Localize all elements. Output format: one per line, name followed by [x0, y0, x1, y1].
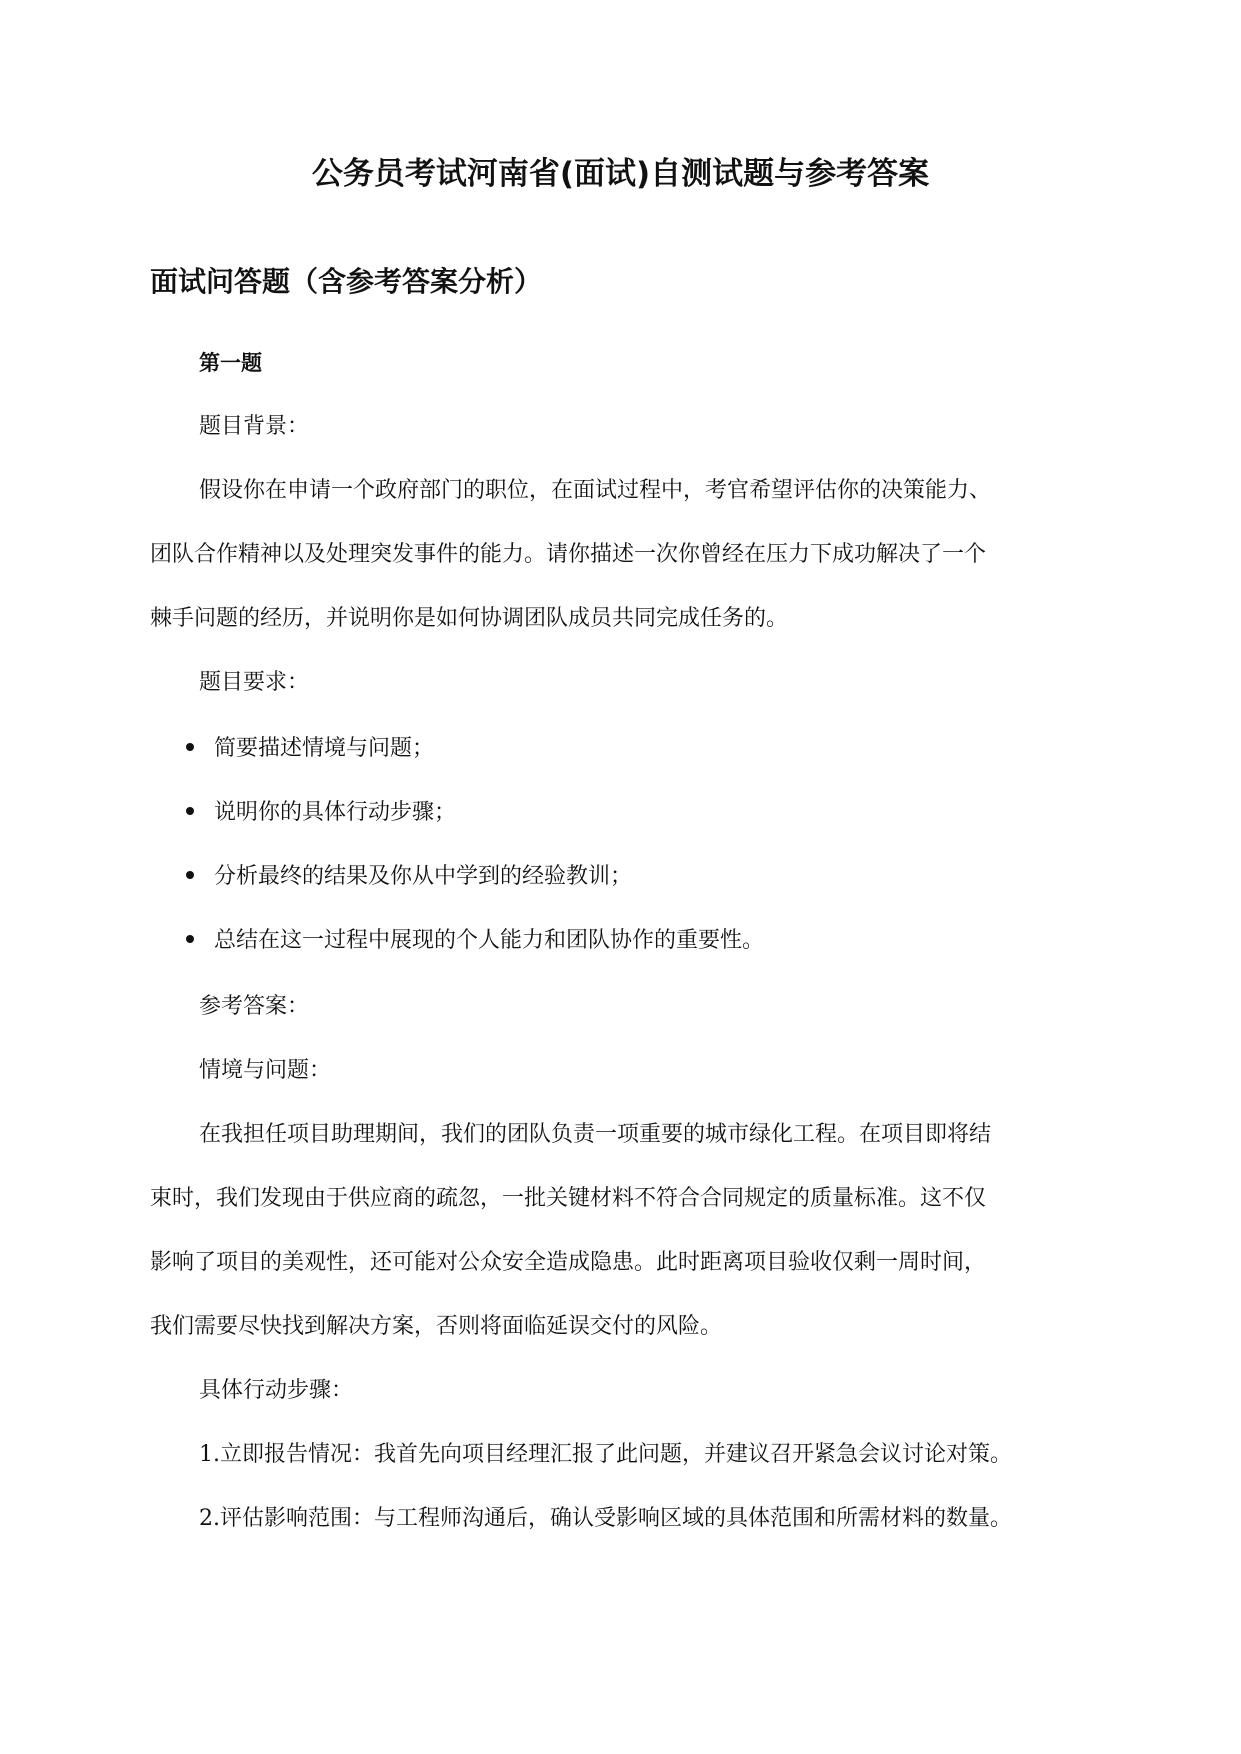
situation-line: 在我担任项目助理期间，我们的团队负责一项重要的城市绿化工程。在项目即将结 [199, 1122, 992, 1147]
step-item: 1.立即报告情况：我首先向项目经理汇报了此问题，并建议召开紧急会议讨论对策。 [199, 1442, 1012, 1467]
bullet-icon [186, 935, 194, 943]
requirement-item [186, 798, 456, 828]
situation-label: 情境与问题： [199, 1058, 332, 1083]
background-line: 假设你在申请一个政府部门的职位，在面试过程中，考官希望评估你的决策能力、 [199, 478, 992, 503]
step-item: 2.评估影响范围：与工程师沟通后，确认受影响区域的具体范围和所需材料的数量。 [199, 1506, 1012, 1531]
requirements-label: 题目要求： [199, 670, 310, 695]
requirement-text: 说明你的具体行动步骤； [214, 800, 457, 825]
requirement-item [186, 862, 632, 892]
situation-line: 影响了项目的美观性，还可能对公众安全造成隐患。此时距离项目验收仅剩一周时间， [150, 1250, 987, 1275]
requirement-text: 简要描述情境与问题； [214, 736, 435, 761]
background-line: 棘手问题的经历，并说明你是如何协调团队成员共同完成任务的。 [150, 606, 789, 631]
bullet-icon [186, 807, 194, 815]
steps-label: 具体行动步骤： [199, 1378, 354, 1403]
section-heading: 面试问答题（含参考答案分析） [150, 265, 543, 298]
background-label: 题目背景： [199, 414, 310, 439]
requirement-item [186, 926, 764, 956]
bullet-icon [186, 743, 194, 751]
requirement-item [186, 734, 434, 764]
situation-line: 束时，我们发现由于供应商的疏忽，一批关键材料不符合合同规定的质量标准。这不仅 [150, 1186, 987, 1211]
bullet-icon [186, 871, 194, 879]
background-line: 团队合作精神以及处理突发事件的能力。请你描述一次你曾经在压力下成功解决了一个 [150, 542, 987, 567]
document-title: 公务员考试河南省(面试)自测试题与参考答案 [311, 156, 930, 192]
situation-line: 我们需要尽快找到解决方案，否则将面临延误交付的风险。 [150, 1314, 723, 1339]
requirement-text: 分析最终的结果及你从中学到的经验教训； [214, 864, 633, 889]
answer-label: 参考答案： [199, 994, 310, 1019]
question-label: 第一题 [199, 351, 262, 375]
requirement-text: 总结在这一过程中展现的个人能力和团队协作的重要性。 [214, 928, 765, 953]
